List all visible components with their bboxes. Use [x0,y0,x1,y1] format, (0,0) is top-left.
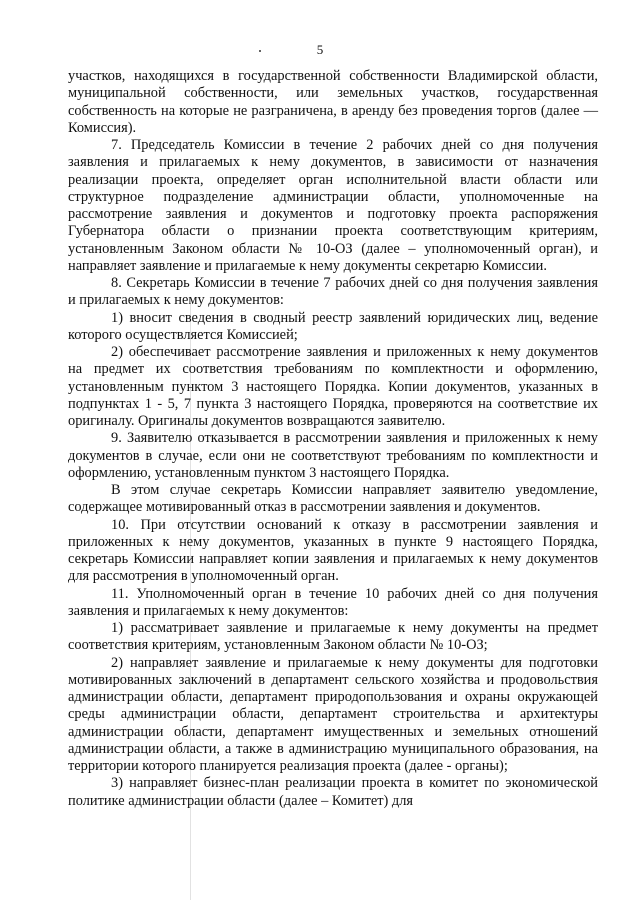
paragraph-commission-continuation: участков, находящихся в государственной собственности Владимирской области, муниципальной собственности, или земельных участков, государственная собственность на которые не разграничена, в аренду без проведения торгов (далее — Комиссия). [68,68,598,136]
scan-artifact-dot [259,50,261,52]
paragraph-item-11-sub-1: 1) рассматривает заявление и прилагаемые к нему документы на предмет соответствия критериям, установленным Законом области № 10-ОЗ; [68,620,598,654]
paragraph-item-11: 11. Уполномоченный орган в течение 10 рабочих дней со дня получения заявления и прилагаемых к нему документов: [68,585,598,619]
paragraph-item-10: 10. При отсутствии оснований к отказу в рассмотрении заявления и приложенных к нему документов, указанных в пункте 9 настоящего Порядка, секретарь Комиссии направляет копии заявления и прилагаемых к нему документов для рассмотрения в уполномоченный орган. [68,516,598,585]
paragraph-item-11-sub-3: 3) направляет бизнес-план реализации проекта в комитет по экономической политике администрации области (далее – Комитет) для [68,775,598,809]
paragraph-item-7: 7. Председатель Комиссии в течение 2 рабочих дней со дня получения заявления и прилагаемых к нему документов, в зависимости от назначения реализации проекта, определяет орган исполнительной власти области или структурное подразделение администрации области, уполномоченные на рассмотрение заявления и документов и подготовку проекта распоряжения Губернатора области о признании проекта соответствующим критериям, установленным Законом области № 10-ОЗ (далее – уполномоченный орган), и направляет заявление и прилагаемые к нему документы секретарю Комиссии. [68,137,598,274]
paragraph-item-8-sub-1: 1) вносит сведения в сводный реестр заявлений юридических лиц, ведение которого осуществляется Комиссией; [68,309,598,343]
paragraph-item-11-sub-2: 2) направляет заявление и прилагаемые к нему документы для подготовки мотивированных заключений в департамент сельского хозяйства и продовольствия администрации области, департамент природопользования и охраны окружающей среды администрации области, департамент строительства и архитектуры администрации области, департамент имущественных и земельных отношений администрации области, а также в администрацию муниципального образования, на территории которого планируется реализация проекта (далее - органы); [68,654,598,774]
paragraph-item-8: 8. Секретарь Комиссии в течение 7 рабочих дней со дня получения заявления и прилагаемых к нему документов: [68,275,598,309]
document-body [68,68,598,810]
paragraph-item-9: 9. Заявителю отказывается в рассмотрении заявления и приложенных к нему документов в случае, если они не соответствуют требованиям по комплектности и оформлению, установленным пунктом 3 настоящего Порядка. [68,430,598,481]
paragraph-item-8-sub-2: 2) обеспечивает рассмотрение заявления и приложенных к нему документов на предмет их соответствия требованиям по комплектности и оформлению, установленным пунктом 3 настоящего Порядка. Копии документов, указанных в подпунктах 1 - 5, 7 пункта 3 настоящего Порядка, проверяются на соответствие их оригиналу. Оригиналы документов возвращаются заявителю. [68,344,598,429]
paragraph-item-9-notice: В этом случае секретарь Комиссии направляет заявителю уведомление, содержащее мотивированный отказ в рассмотрении заявления и документов. [68,482,598,516]
page-number: 5 [316,42,324,57]
